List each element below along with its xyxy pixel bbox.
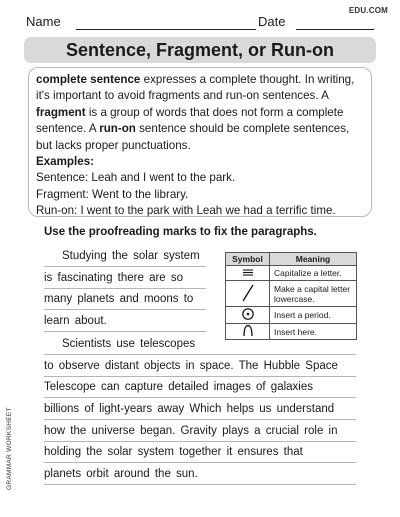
paragraph2-line: to observe distant objects in space. The Hubble Space xyxy=(44,360,338,372)
writing-line xyxy=(44,288,206,289)
definition-text-2: is a group of words that does not form a complete sentence. A xyxy=(36,105,344,136)
term-run-on: run-on xyxy=(99,122,136,136)
lowercase-slash-icon xyxy=(226,281,270,307)
paragraph2-line: Scientists use telescopes xyxy=(62,338,196,350)
example-run-on: Run-on: I went to the park with Leah we had a terrific time. xyxy=(36,204,336,218)
meaning-lowercase: Make a capital letter lowercase. xyxy=(270,281,357,307)
writing-line xyxy=(44,309,206,310)
meaning-insert: Insert here. xyxy=(270,324,357,340)
capitalize-icon xyxy=(226,266,270,281)
name-date-row xyxy=(26,14,374,32)
column-header-meaning: Meaning xyxy=(270,253,357,266)
writing-line xyxy=(44,266,206,267)
definition-text-1: expresses a complete thought. In writing, it's important to avoid fragments and run-on sentences. A xyxy=(36,73,355,103)
writing-line xyxy=(44,441,356,442)
term-fragment: fragment xyxy=(36,105,86,119)
paragraph1-line: many planets and moons to xyxy=(44,293,194,305)
paragraph2-line: holding the solar system together it ensures that xyxy=(44,446,303,458)
date-label: Date xyxy=(258,14,286,29)
writing-line xyxy=(44,397,356,398)
instruction-text: Use the proofreading marks to fix the paragraphs. xyxy=(44,226,317,238)
meaning-capitalize: Capitalize a letter. xyxy=(270,266,357,281)
writing-line xyxy=(44,376,356,377)
caret-insert-icon xyxy=(226,324,270,340)
date-line xyxy=(296,29,374,30)
paragraph1-line: learn about. xyxy=(44,315,107,327)
definition-paragraph xyxy=(36,72,364,154)
period-circle-icon xyxy=(226,307,270,324)
example-fragment: Fragment: Went to the library. xyxy=(36,187,189,201)
term-complete-sentence: complete sentence xyxy=(36,73,141,86)
example-sentence: Sentence: Leah and I went to the park. xyxy=(36,171,236,185)
name-label: Name xyxy=(26,14,61,29)
examples-heading: Examples: xyxy=(36,155,94,169)
writing-line xyxy=(44,331,206,332)
brand-logo: EDU.COM xyxy=(348,6,388,15)
writing-line xyxy=(44,462,356,463)
meaning-period: Insert a period. xyxy=(270,307,357,324)
writing-line xyxy=(44,354,356,355)
definition-text-3: sentence should be complete sentences, but lacks proper punctuations. xyxy=(36,122,350,152)
definition-box xyxy=(28,67,372,217)
writing-line xyxy=(44,484,356,485)
worksheet-title: Sentence, Fragment, or Run-on xyxy=(24,37,376,63)
paragraph2-line: planets orbit around the sun. xyxy=(44,468,198,480)
proofreading-marks-table xyxy=(225,252,357,340)
column-header-symbol: Symbol xyxy=(226,253,270,266)
name-line xyxy=(76,29,256,30)
writing-line xyxy=(44,419,356,420)
paragraph1-line: Studying the solar system xyxy=(62,250,200,262)
paragraph1-line: is fascinating there are so xyxy=(44,272,184,284)
side-label: GRAMMAR WORKSHEET xyxy=(6,407,13,490)
paragraph2-line: how the universe began. Gravity plays a crucial role in xyxy=(44,425,338,437)
paragraph2-line: Telescope can capture detailed images of galaxies xyxy=(44,381,313,393)
paragraph2-line: billions of light-years away Which helps us understand xyxy=(44,403,335,415)
